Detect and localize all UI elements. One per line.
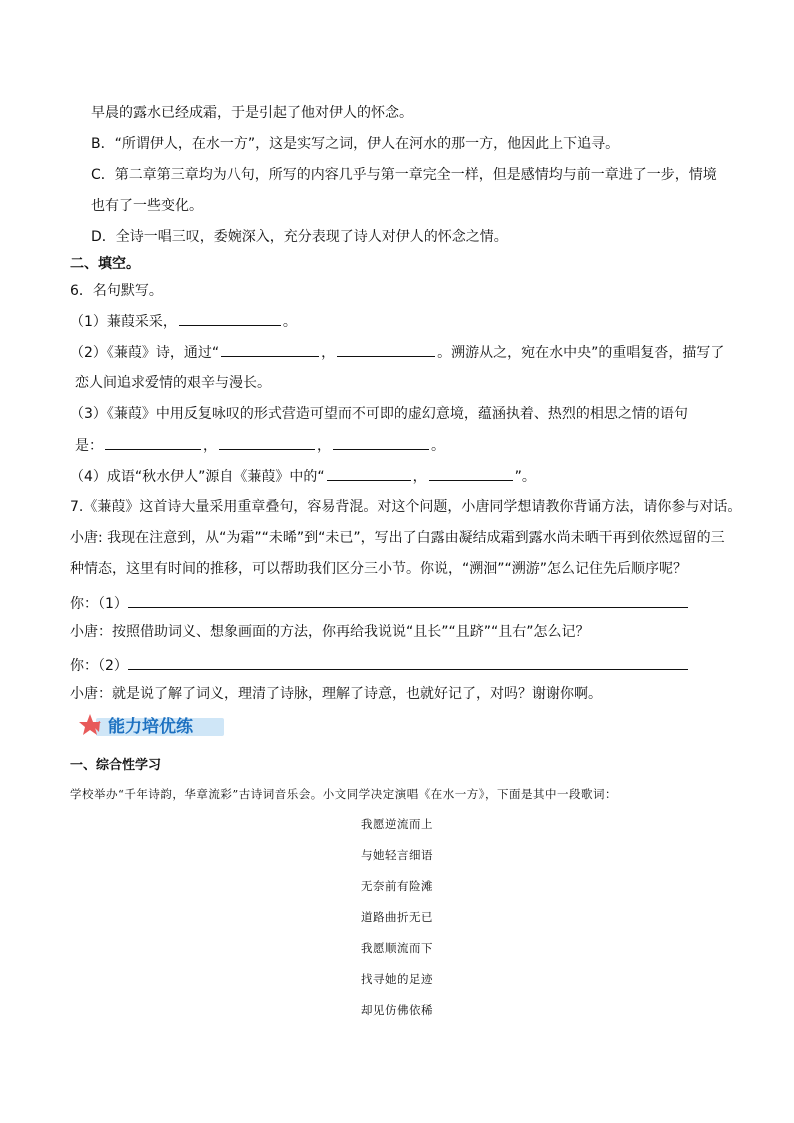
answer-line-2 [70,653,688,676]
lyric-line: 找寻她的足迹 [361,972,433,986]
intro-text: 学校举办“千年诗韵，华章流彩”古诗词音乐会。小文同学决定演唱《在水一方》，下面是其中一段歌词： [70,787,618,801]
answer-blank-long[interactable] [128,591,688,608]
q6-3-prefix: 是： [75,438,103,454]
answer-line-1 [70,591,688,614]
q6-item-4 [70,466,536,487]
question-7-line5: 小唐：就是说了解了词义，理清了诗脉，理解了诗意，也就好记了，对吗？谢谢你啊。 [70,686,602,702]
q6-2-text: （2）《蒹葭》诗，通过“ [70,345,220,361]
question-6-title: 6．名句默写。 [70,283,163,299]
answer-blank[interactable] [337,342,435,357]
option-c-line2: 也有了一些变化。 [91,198,203,214]
answer-label-2: 你：（2） [70,658,128,674]
section-1-title: 一、综合性学习 [70,758,162,773]
question-7-line4: 小唐：按照借助词义、想象画面的方法，你再给我说说“且长”“且跻”“且右”怎么记？ [70,624,590,640]
q6-3-comma: ， [317,438,331,454]
q6-item-3: （3）《蒹葭》中用反复咏叹的形式营造可望而不可即的虚幻意境，蕴涵执着、热烈的相思之情的语句 [70,406,688,422]
q6-4-comma: ， [412,469,427,485]
question-7-line3: 种情态，这里有时间的推移，可以帮助我们区分三小节。你说，“溯洄”“溯游”怎么记住先后顺序呢？ [70,561,688,577]
option-b: B．“所谓伊人，在水一方”，这是实写之词，伊人在河水的那一方，他因此上下追寻。 [91,136,620,152]
option-d: D．全诗一唱三叹，委婉深入，充分表现了诗人对伊人的怀念之情。 [91,229,508,245]
answer-blank[interactable] [429,466,513,481]
q6-item-2 [70,342,724,363]
q6-1-end: 。 [282,314,297,330]
lyric-line: 与她轻言细语 [361,848,433,862]
answer-blank[interactable] [327,466,411,481]
option-a-tail: 早晨的露水已经成霜，于是引起了他对伊人的怀念。 [91,105,413,121]
answer-blank[interactable] [179,311,281,326]
q6-item-2-cont: 恋人间追求爱情的艰辛与漫长。 [75,375,271,391]
q6-3-end: 。 [431,438,445,454]
q6-item-1 [70,311,297,332]
answer-blank[interactable] [221,342,319,357]
question-7-line1: 7.《蒹葭》这首诗大量采用重章叠句，容易背混。对这个问题，小唐同学想请教你背诵方法，请你参与对话。 [70,499,742,515]
question-7-line2: 小唐: 我现在注意到，从“为霜”“未晞”到“未已”，写出了白露由凝结成霜到露水尚未晒干再到依然逗留的三 [70,530,725,546]
lyric-line: 无奈前有险滩 [361,879,433,893]
answer-blank[interactable] [105,435,201,450]
answer-blank-long[interactable] [128,653,688,670]
lyric-line: 道路曲折无已 [361,910,433,924]
q6-item-3-cont [75,435,445,456]
q6-4-end: ”。 [514,469,536,485]
q6-2-comma: ， [321,345,336,361]
option-c-line1: C．第二章第三章均为八句，所写的内容几乎与第一章完全一样，但是感情均与前一章进了一步，情境 [91,167,717,183]
answer-label-1: 你：（1） [70,596,128,612]
answer-blank[interactable] [219,435,315,450]
lyric-line: 却见仿佛依稀 [361,1003,433,1017]
q6-1-text: （1）蒹葭采采， [70,314,177,330]
lyric-line: 我愿逆流而上 [361,817,433,831]
q6-4-text: （4）成语“秋水伊人”源自《蒹葭》中的“ [70,469,325,485]
q6-3-comma: ， [203,438,217,454]
q6-2-rest: 。溯游从之，宛在水中央”的重唱复沓，描写了 [437,345,725,361]
section-2-title: 二、填空。 [70,256,140,272]
lyric-line: 我愿顺流而下 [361,941,433,955]
answer-blank[interactable] [333,435,429,450]
section-heading: 能力培优练 [108,717,193,737]
